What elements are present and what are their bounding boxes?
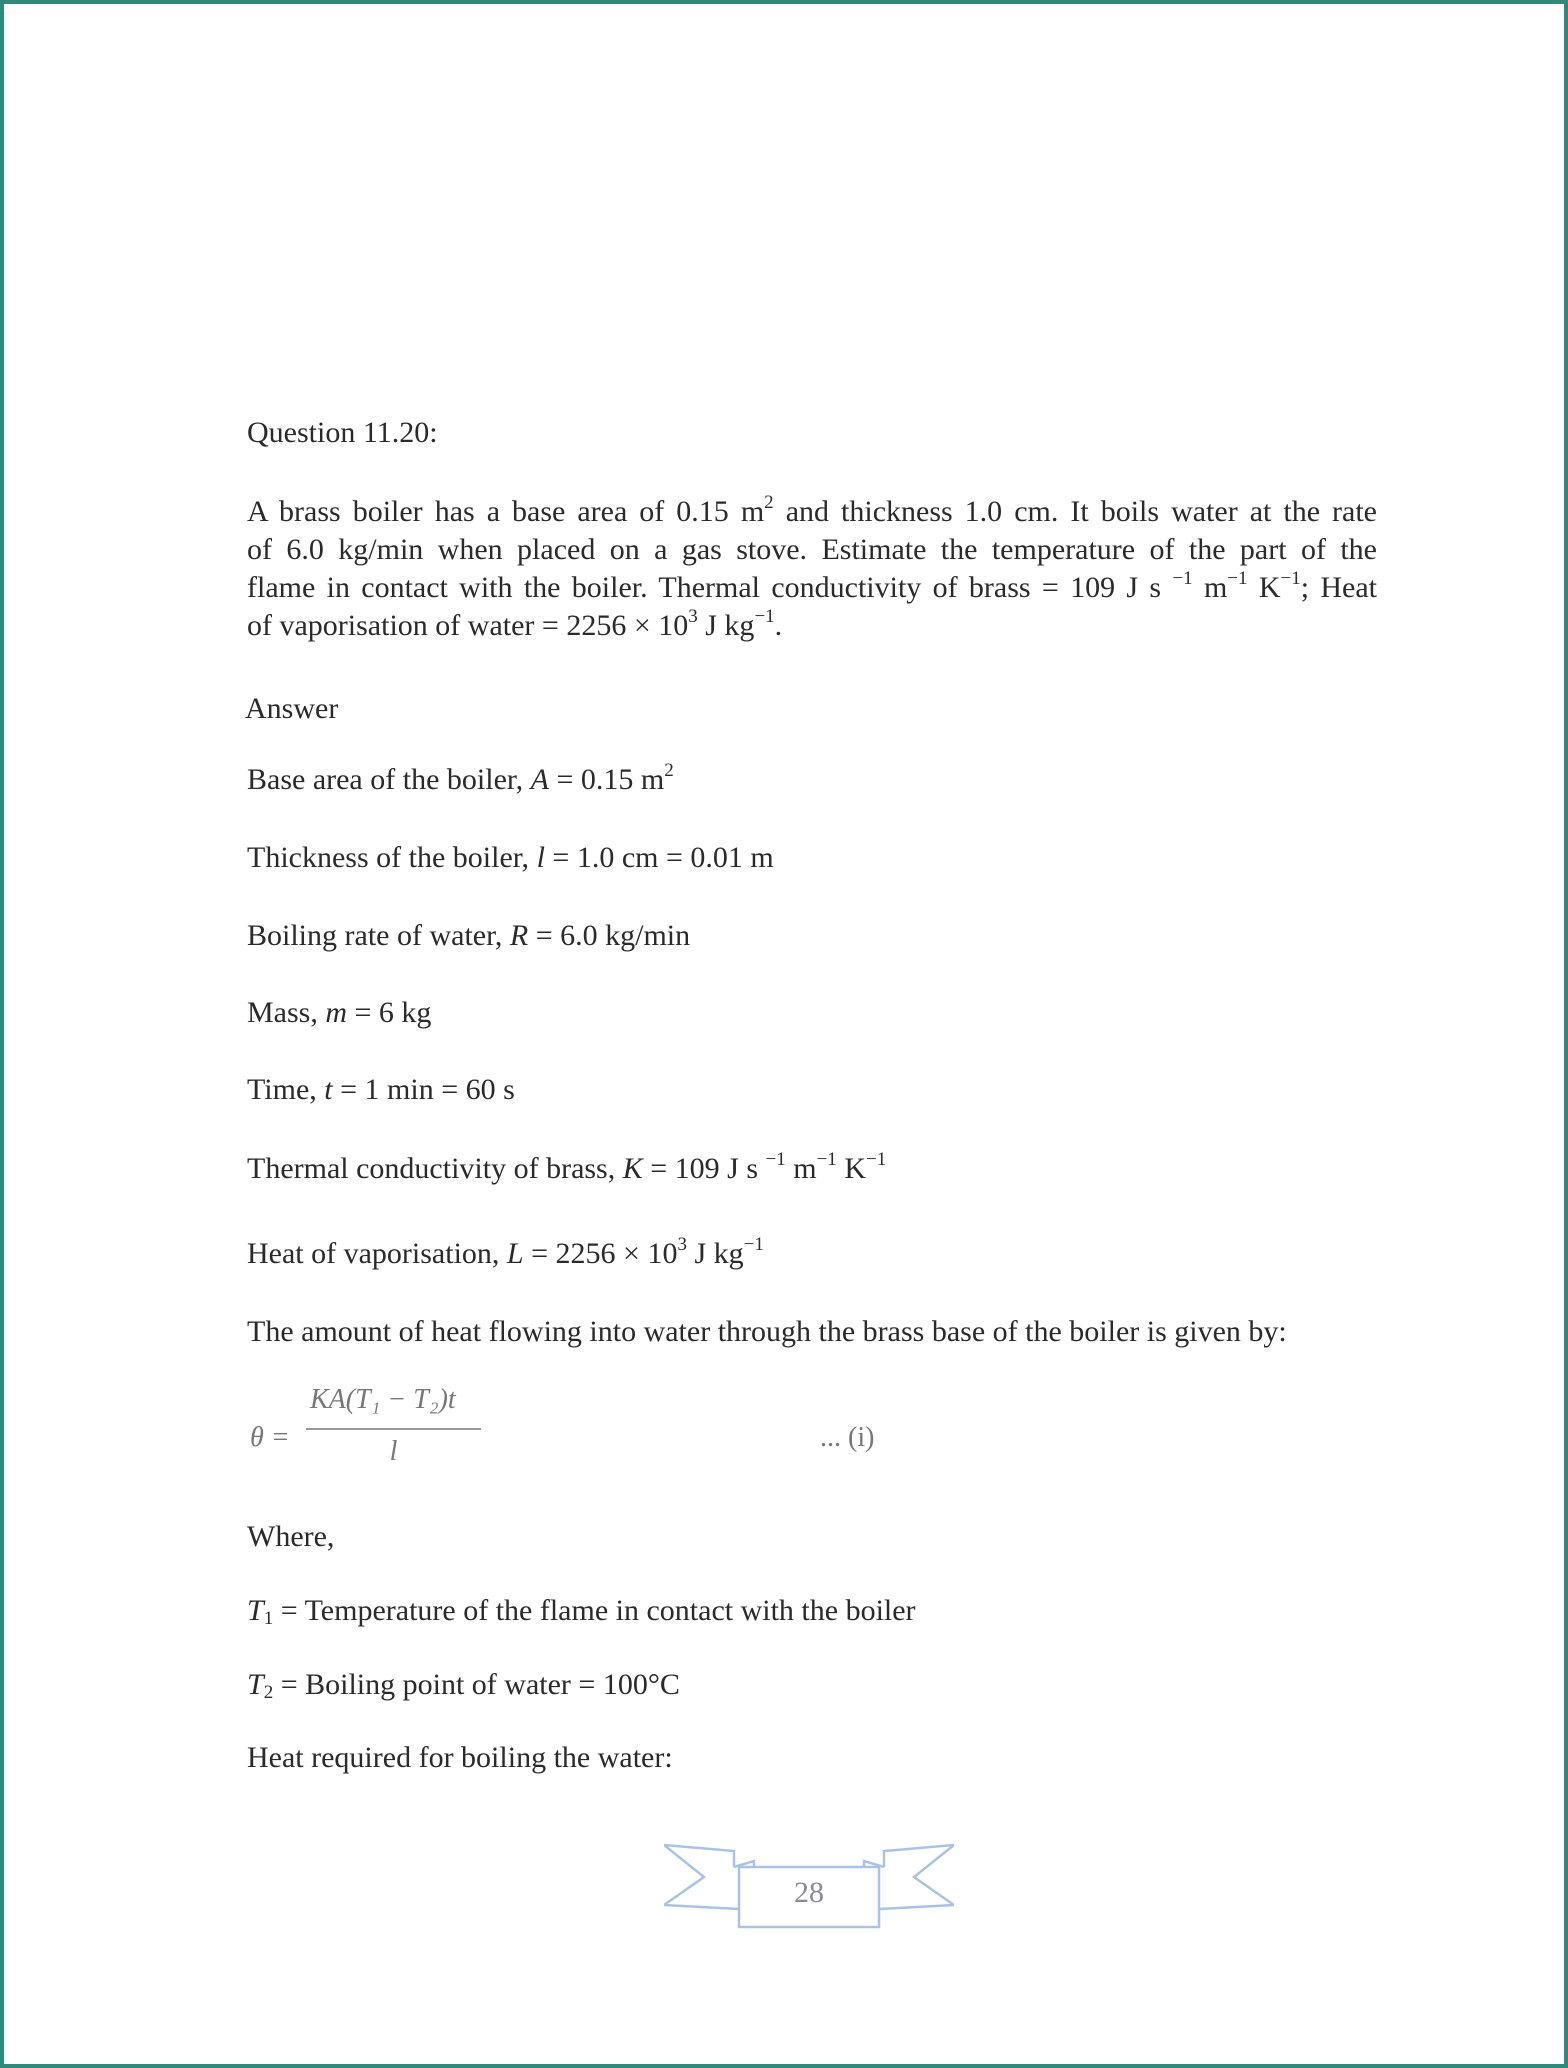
fraction-bar [306,1428,481,1430]
given-thickness: Thickness of the boiler, l = 1.0 cm = 0.01 m [247,841,774,874]
given-mass: Mass, m = 6 kg [247,996,432,1029]
heat-flow-intro: The amount of heat flowing into water through the brass base of the boiler is given by: [247,1315,1287,1348]
answer-heading: Answer [245,692,339,725]
heat-flow-formula [250,1384,950,1494]
formula-numerator: KA(T₁ − T₂)t [310,1384,456,1415]
heat-required-label: Heat required for boiling the water: [247,1741,673,1774]
question-line-4: of vaporisation of water = $2256 \times 10^3$ J $kg^{-1}$. [247,606,783,642]
question-heading: Question 11.20: [247,416,438,449]
question-line-2: of 6.0 kg/min when placed on a gas stove. Estimate the temperature of the part of the [247,533,1377,566]
formula-lhs: θ = [250,1422,290,1453]
given-boiling-rate: Boiling rate of water, R = 6.0 kg/min [247,919,691,952]
formula-denominator: l [389,1436,398,1467]
page-number: 28 [794,1876,824,1909]
question-line-1: A brass boiler has a base area of 0.15 $m^2$ and thickness 1.0 cm. It boils water at the rate [247,492,1378,528]
given-base-area: Base area of the boiler, A = 0.15 $m^2$ [247,760,674,796]
given-conductivity: Thermal conductivity of brass, K = 109 J s $^{-1}$ $m^{-1}$ $K^{-1}$ [247,1149,887,1185]
document-page [4,4,1564,2064]
question-line-3: flame in contact with the boiler. Thermal conductivity of brass = 109 J s $^{-1}$ $m^{-1}$ $K^{-1}$; Heat [247,568,1377,604]
equation-number: ... (i) [820,1422,875,1453]
given-time: Time, t = 1 min = 60 s [247,1073,515,1106]
where-label: Where, [247,1520,335,1553]
definition-t2: $T_2$ = Boiling point of water = 100°C [247,1668,680,1703]
given-heat-of-vaporisation: Heat of vaporisation, $L = 2256 \times 10^3$ J $kg^{-1}$ [247,1234,764,1270]
definition-t1: $T_1$ = Temperature of the flame in contact with the boiler [247,1594,916,1629]
question-body [247,493,1377,645]
